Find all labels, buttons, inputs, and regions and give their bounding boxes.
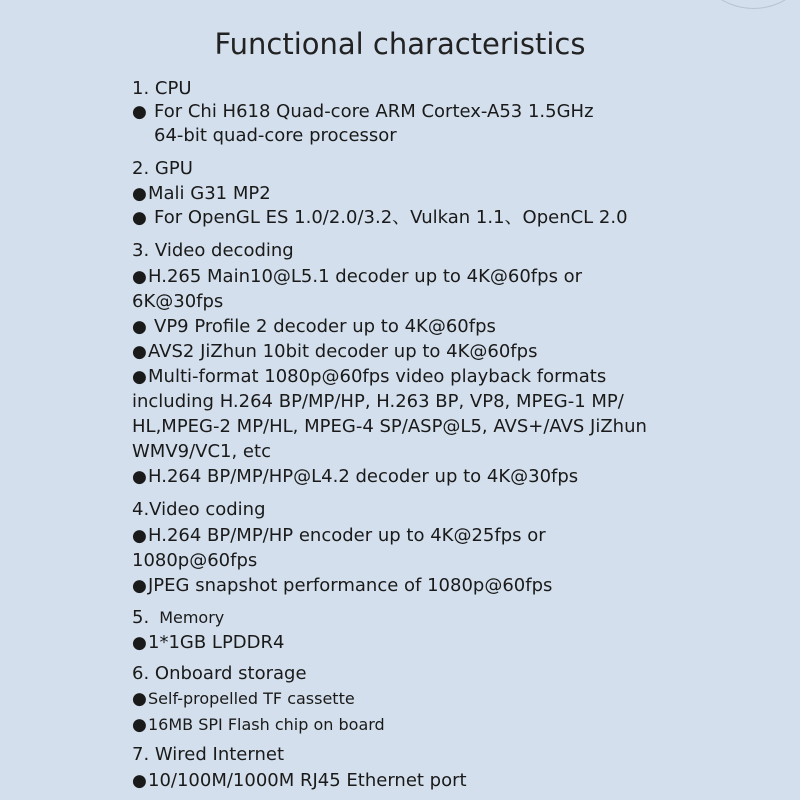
list-item-text: For Chi H618 Quad-core ARM Cortex-A53 1.5GHz <box>154 101 594 122</box>
section-heading-video-coding: 4.Video coding <box>132 499 266 520</box>
bullet-icon: ● <box>132 317 147 337</box>
decorative-arc <box>690 0 800 9</box>
list-item-text: VP9 Profile 2 decoder up to 4K@60fps <box>154 316 496 337</box>
list-item-text: Mali G31 MP2 <box>148 183 271 204</box>
bullet-icon: ● <box>132 208 147 228</box>
section-heading-cpu: 1. CPU <box>132 78 192 99</box>
list-item-text: For OpenGL ES 1.0/2.0/3.2、Vulkan 1.1、OpenCL 2.0 <box>154 207 628 228</box>
bullet-icon: ● <box>132 467 147 487</box>
list-item <box>132 686 355 712</box>
list-item-text: AVS2 JiZhun 10bit decoder up to 4K@60fps <box>148 341 538 362</box>
section-heading-gpu: 2. GPU <box>132 158 193 179</box>
list-item <box>132 768 467 794</box>
list-item <box>132 314 496 340</box>
list-item-continuation: 1080p@60fps <box>132 550 258 571</box>
bullet-icon: ● <box>132 771 147 791</box>
list-item-text: 1*1GB LPDDR4 <box>148 632 285 653</box>
bullet-icon: ● <box>132 367 147 387</box>
list-item <box>132 573 552 599</box>
list-item <box>132 205 628 231</box>
bullet-icon: ● <box>132 526 147 546</box>
page-title: Functional characteristics <box>214 27 586 61</box>
list-item <box>132 264 582 290</box>
list-item <box>132 630 285 656</box>
list-item-continuation: WMV9/VC1, etc <box>132 441 271 462</box>
bullet-icon: ● <box>132 633 147 653</box>
bullet-icon: ● <box>132 342 147 362</box>
bullet-icon: ● <box>132 576 147 596</box>
bullet-icon: ● <box>132 267 147 287</box>
list-item <box>132 464 578 490</box>
list-item <box>132 181 271 207</box>
list-item-text: Multi-format 1080p@60fps video playback formats <box>148 366 607 387</box>
list-item-text: H.264 BP/MP/HP encoder up to 4K@25fps or <box>148 525 546 546</box>
list-item-continuation: 64-bit quad-core processor <box>154 125 397 146</box>
list-item <box>132 339 537 365</box>
list-item-text: 16MB SPI Flash chip on board <box>148 715 385 734</box>
bullet-icon: ● <box>132 689 147 709</box>
list-item-continuation: including H.264 BP/MP/HP, H.263 BP, VP8, MPEG-1 MP/ <box>132 391 624 412</box>
section-label: Memory <box>159 608 225 627</box>
list-item <box>132 364 606 390</box>
section-heading-memory <box>132 605 224 630</box>
bullet-icon: ● <box>132 715 147 735</box>
section-heading-video-decoding: 3. Video decoding <box>132 240 294 261</box>
list-item <box>132 99 594 125</box>
list-item-text: 10/100M/1000M RJ45 Ethernet port <box>148 770 467 791</box>
list-item-continuation: 6K@30fps <box>132 291 224 312</box>
section-number: 5. <box>132 607 150 628</box>
list-item-text: Self-propelled TF cassette <box>148 689 355 708</box>
section-heading-onboard-storage: 6. Onboard storage <box>132 663 307 684</box>
list-item-continuation: HL,MPEG-2 MP/HL, MPEG-4 SP/ASP@L5, AVS+/AVS JiZhun <box>132 416 647 437</box>
list-item-text: H.265 Main10@L5.1 decoder up to 4K@60fps or <box>148 266 583 287</box>
bullet-icon: ● <box>132 184 147 204</box>
section-heading-wired-internet: 7. Wired Internet <box>132 744 284 765</box>
list-item-text: H.264 BP/MP/HP@L4.2 decoder up to 4K@30fps <box>148 466 579 487</box>
bullet-icon: ● <box>132 102 147 122</box>
list-item-text: JPEG snapshot performance of 1080p@60fps <box>148 575 553 596</box>
list-item <box>132 523 546 549</box>
list-item <box>132 712 385 738</box>
